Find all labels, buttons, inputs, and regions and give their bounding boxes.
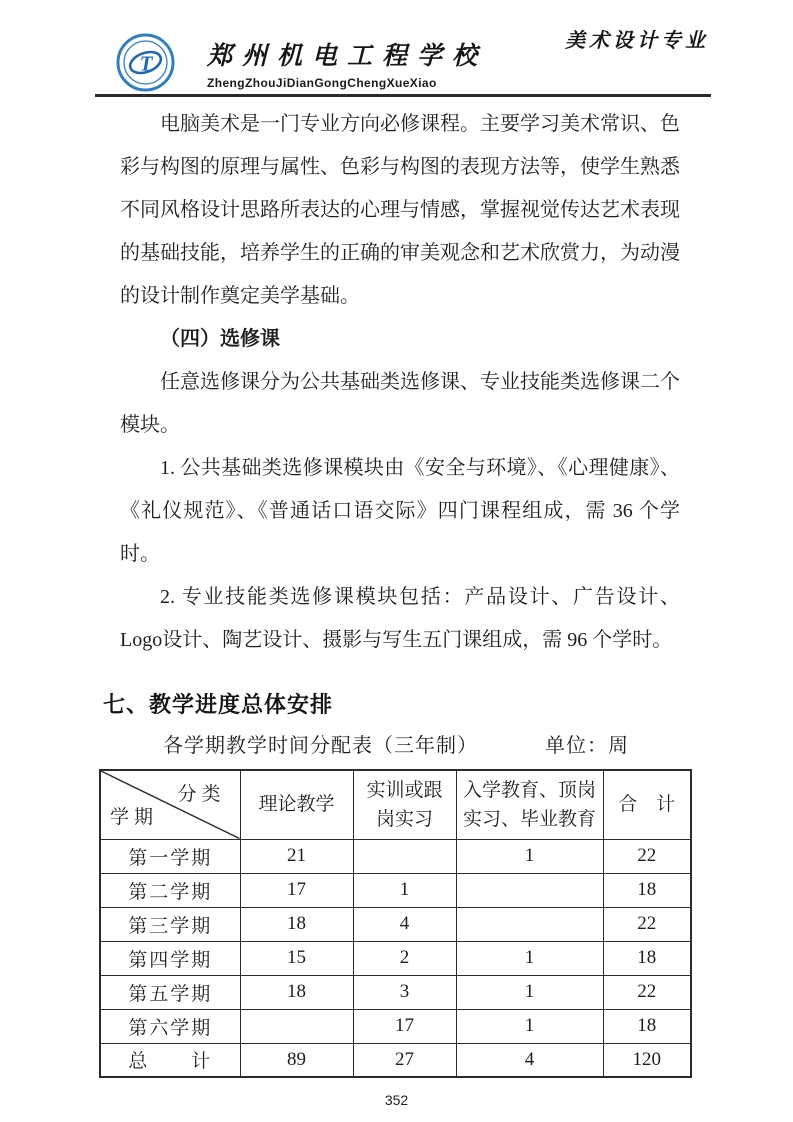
page-number: 352 [384, 1092, 409, 1108]
table-cell: 15 [240, 941, 353, 975]
column-header-theory: 理论教学 [240, 770, 353, 839]
row-label-cell: 第四学期 [100, 941, 240, 975]
corner-label-category: 分类 [177, 784, 226, 805]
table-cell [456, 907, 603, 941]
table-cell: 21 [240, 839, 353, 873]
table-cell: 18 [240, 907, 353, 941]
school-logo-icon [116, 33, 175, 92]
corner-label-semester: 学期 [110, 806, 159, 828]
teaching-schedule-table [99, 769, 692, 1078]
table-cell: 18 [240, 975, 353, 1009]
table-cell: 1 [353, 873, 456, 907]
table-row [100, 1009, 691, 1043]
row-label-cell: 第一学期 [100, 839, 240, 873]
body-text [120, 103, 680, 662]
table-cell: 1 [456, 839, 603, 873]
row-label-cell: 第五学期 [100, 975, 240, 1009]
paragraph-elective-modules: 任意选修课分为公共基础类选修课、专业技能类选修课二个模块。 [120, 371, 680, 436]
table-cell: 1 [456, 1009, 603, 1043]
table-cell: 120 [603, 1043, 691, 1077]
table-caption: 各学期教学时间分配表（三年制） [163, 735, 478, 757]
table-cell: 17 [353, 1009, 456, 1043]
table-row [100, 873, 691, 907]
school-name-block [207, 36, 487, 90]
row-label-cell: 第三学期 [100, 907, 240, 941]
major-label: 美术设计专业 [565, 30, 709, 52]
table-cell: 4 [456, 1043, 603, 1077]
table-cell: 89 [240, 1043, 353, 1077]
table-row [100, 975, 691, 1009]
paragraph-computer-art: 电脑美术是一门专业方向必修课程。主要学习美术常识、色彩与构图的原理与属性、色彩与构图的表现方法等，使学生熟悉不同风格设计思路所表达的心理与情感，掌握视觉传达艺术表现的基础技能，培养学生的正确的审美观念和艺术欣赏力，为动漫的设计制作奠定美学基础。 [120, 113, 680, 307]
table-row [100, 941, 691, 975]
column-header-education: 入学教育、顶岗实习、毕业教育 [456, 770, 603, 839]
table-unit-label: 单位：周 [545, 735, 629, 757]
row-label-cell: 第六学期 [100, 1009, 240, 1043]
table-cell: 22 [603, 839, 691, 873]
table-cell [240, 1009, 353, 1043]
table-row-total [100, 1043, 691, 1077]
table-row [100, 907, 691, 941]
table-cell: 27 [353, 1043, 456, 1077]
section-heading-teaching-schedule: 七、教学进度总体安排 [103, 692, 334, 717]
column-header-practice: 实训或跟岗实习 [353, 770, 456, 839]
table-cell: 18 [603, 941, 691, 975]
table-cell: 22 [603, 907, 691, 941]
corner-header-cell [100, 770, 240, 839]
table-cell: 18 [603, 873, 691, 907]
school-name: 郑州机电工程学校 [207, 43, 488, 70]
table-cell [456, 873, 603, 907]
table-cell: 3 [353, 975, 456, 1009]
table-header-row [100, 770, 691, 839]
row-label-cell: 第二学期 [100, 873, 240, 907]
row-label-cell: 总 计 [100, 1043, 240, 1077]
table-cell: 22 [603, 975, 691, 1009]
column-header-total: 合 计 [603, 770, 691, 839]
school-pinyin: ZhengZhouJiDianGongChengXueXiao [207, 76, 437, 90]
list-item-professional-skill: 2. 专业技能类选修课模块包括：产品设计、广告设计、Logo设计、陶艺设计、摄影与写生五门课组成，需 96 个学时。 [120, 586, 680, 651]
table-caption-row [120, 733, 677, 759]
table-cell: 17 [240, 873, 353, 907]
table-row [100, 839, 691, 873]
table-cell: 1 [456, 941, 603, 975]
table-cell: 18 [603, 1009, 691, 1043]
table-cell: 1 [456, 975, 603, 1009]
page-header [95, 0, 711, 97]
table-cell: 2 [353, 941, 456, 975]
list-item-public-basic: 1. 公共基础类选修课模块由《安全与环境》、《心理健康》、《礼仪规范》、《普通话口语交际》四门课程组成，需 36 个学时。 [120, 457, 680, 565]
sub-heading-electives: （四）选修课 [160, 328, 280, 350]
table-cell: 4 [353, 907, 456, 941]
logo-letter: T [139, 51, 153, 76]
table-cell [353, 839, 456, 873]
